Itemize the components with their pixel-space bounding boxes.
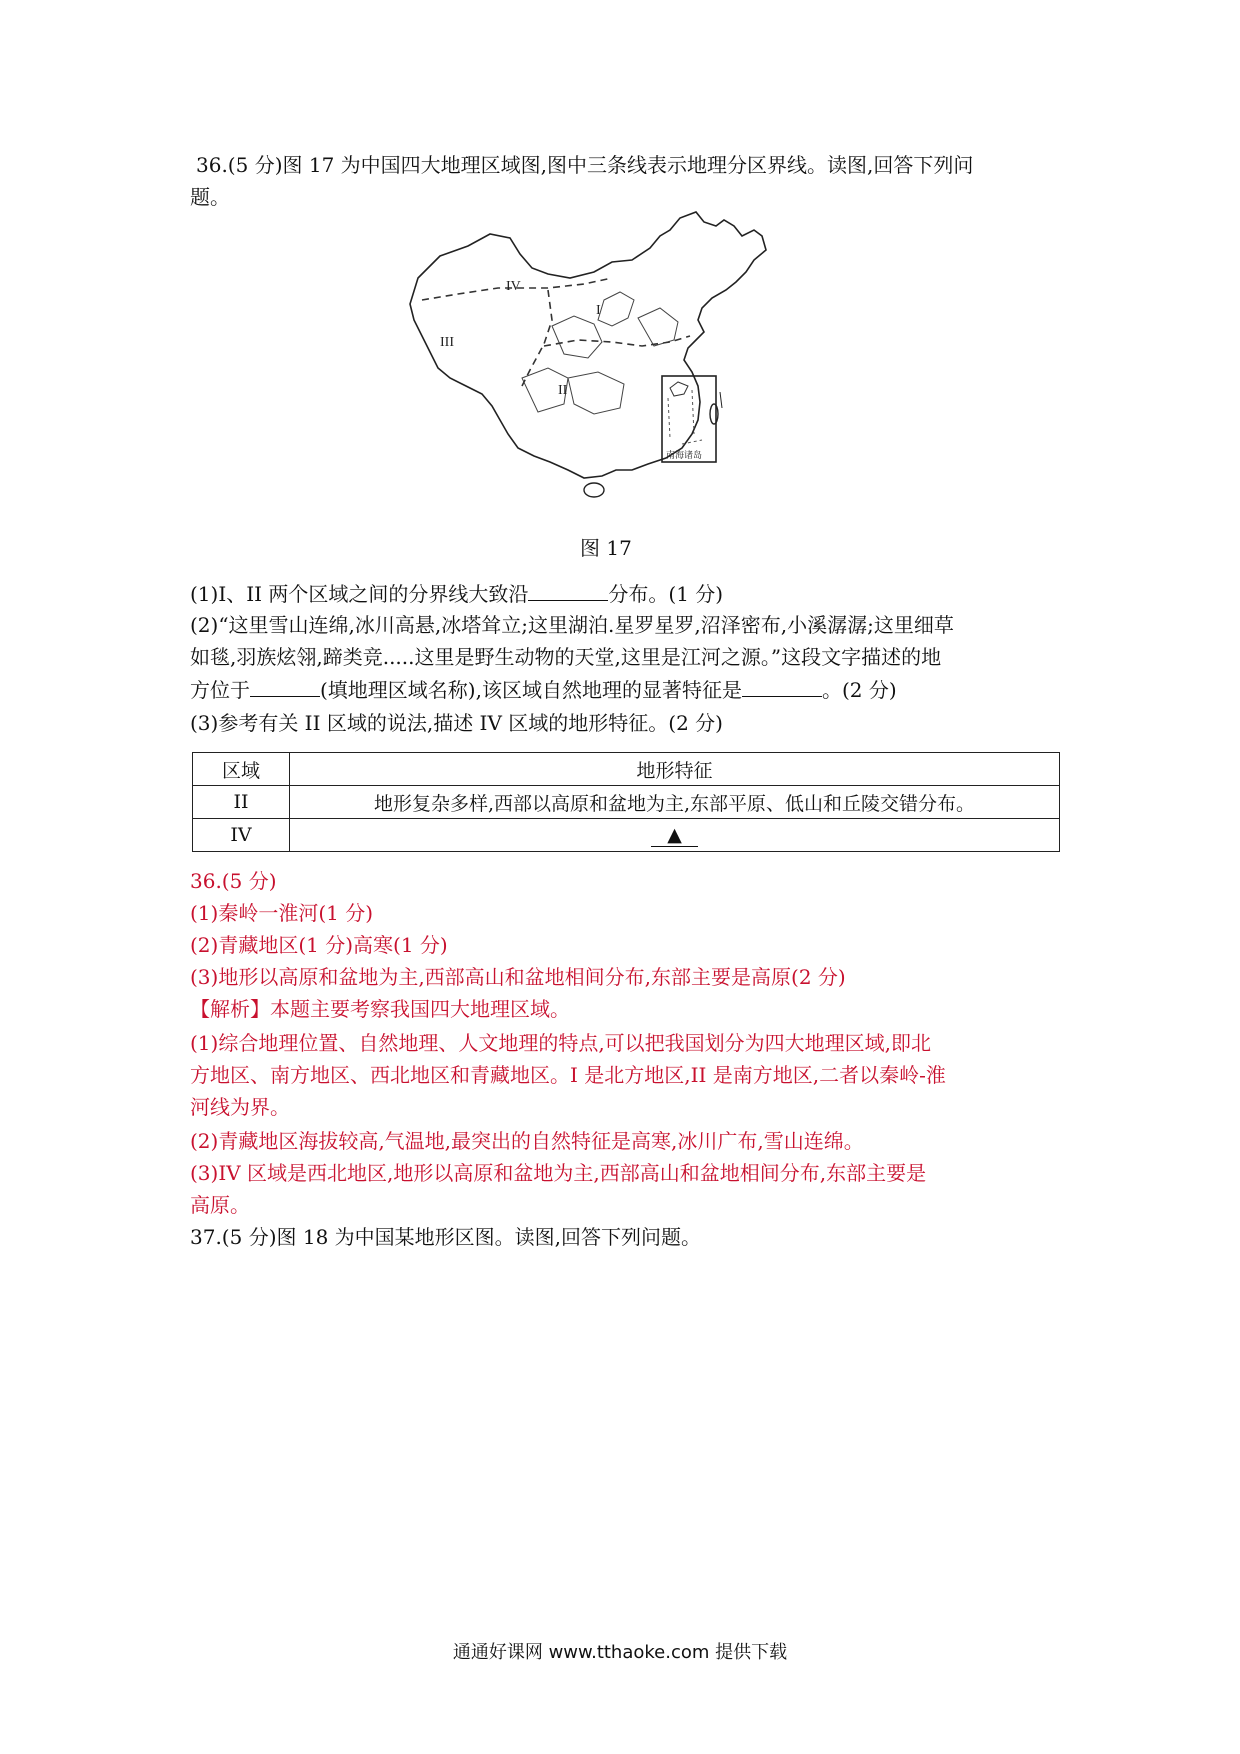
q36-sub2-line2: 如毯,羽族炫翎,蹄类竞.....这里是野生动物的天堂,这里是江河之源。”这段文字描述的地: [190, 645, 942, 669]
analysis-p1-line1: (1)综合地理位置、自然地理、人文地理的特点,可以把我国划分为四大地理区域,即北: [190, 1031, 932, 1055]
table-cell[interactable]: [290, 819, 1060, 852]
q36-sub1: [190, 580, 1060, 607]
table-header-row: [193, 753, 1060, 786]
answer-2: (2)青藏地区(1 分)高寒(1 分): [190, 933, 448, 957]
q36-sub2-text-a: 方位于: [190, 678, 250, 702]
table-cell: 地形复杂多样,西部以高原和盆地为主,东部平原、低山和丘陵交错分布。: [290, 786, 1060, 819]
region-label-i: I: [596, 303, 601, 318]
region-label-iii: III: [440, 335, 454, 350]
page-footer: 通通好课网 www.tthaoke.com 提供下载: [452, 1642, 788, 1663]
inset-caption: 南海诸岛: [666, 451, 703, 461]
analysis-p1-line3: 河线为界。: [190, 1095, 290, 1119]
table-header: 地形特征: [290, 753, 1060, 786]
answer-blank[interactable]: [528, 580, 608, 601]
table-cell: IV: [193, 819, 290, 852]
table-row: [193, 819, 1060, 852]
analysis-p3-line2: 高原。: [190, 1193, 250, 1217]
q37-intro: 37.(5 分)图 18 为中国某地形区图。读图,回答下列问题。: [190, 1225, 702, 1249]
analysis-p1-line2: 方地区、南方地区、西北地区和青藏地区。I 是北方地区,II 是南方地区,二者以秦岭-淮: [190, 1063, 946, 1087]
q36-sub2-text-b: (填地理区域名称),该区域自然地理的显著特征是: [320, 678, 742, 702]
q36-intro-line1: 36.(5 分)图 17 为中国四大地理区域图,图中三条线表示地理分区界线。读图,回答下列问: [196, 153, 974, 177]
figure-caption: 图 17: [580, 536, 632, 560]
answer-3: (3)地形以高原和盆地为主,西部高山和盆地相间分布,东部主要是高原(2 分): [190, 965, 846, 989]
q36-sub2-text-c: 。(2 分): [821, 678, 897, 702]
china-outline: [410, 212, 766, 478]
answer-placeholder: ▲: [651, 824, 698, 847]
boundary-qinling-huaihe: [544, 336, 690, 346]
table-header: 区域: [193, 753, 290, 786]
region-label-ii: II: [558, 383, 568, 398]
table-row: [193, 786, 1060, 819]
q36-sub1-text: (1)I、II 两个区域之间的分界线大致沿: [190, 582, 529, 606]
terrain-table: [192, 752, 1060, 852]
answer-head: 36.(5 分): [190, 869, 277, 893]
q36-sub2-line3: [190, 676, 1060, 703]
china-regions-map: [398, 208, 818, 528]
answer-blank[interactable]: [742, 676, 822, 697]
q36-sub1-text-end: 分布。(1 分): [608, 582, 724, 606]
analysis-p3-line1: (3)IV 区域是西北地区,地形以高原和盆地为主,西部高山和盆地相间分布,东部主要是: [190, 1161, 927, 1185]
q36-sub3: (3)参考有关 II 区域的说法,描述 IV 区域的地形特征。(2 分): [190, 711, 723, 735]
table-cell: II: [193, 786, 290, 819]
q36-sub2-line1: (2)“这里雪山连绵,冰川高悬,冰塔耸立;这里湖泊.星罗星罗,沼泽密布,小溪潺潺;这里细草: [190, 613, 954, 637]
q36-intro-line2: 题。: [190, 185, 230, 209]
boundary-qinghai-tibet: [520, 290, 552, 390]
analysis-p2: (2)青藏地区海拔较高,气温地,最突出的自然特征是高寒,冰川广布,雪山连绵。: [190, 1129, 864, 1153]
analysis-title: 【解析】本题主要考察我国四大地理区域。: [190, 997, 570, 1021]
region-label-iv: IV: [506, 279, 521, 294]
answer-blank[interactable]: [250, 676, 320, 697]
answer-1: (1)秦岭一淮河(1 分): [190, 901, 374, 925]
map-figure: [398, 208, 818, 528]
